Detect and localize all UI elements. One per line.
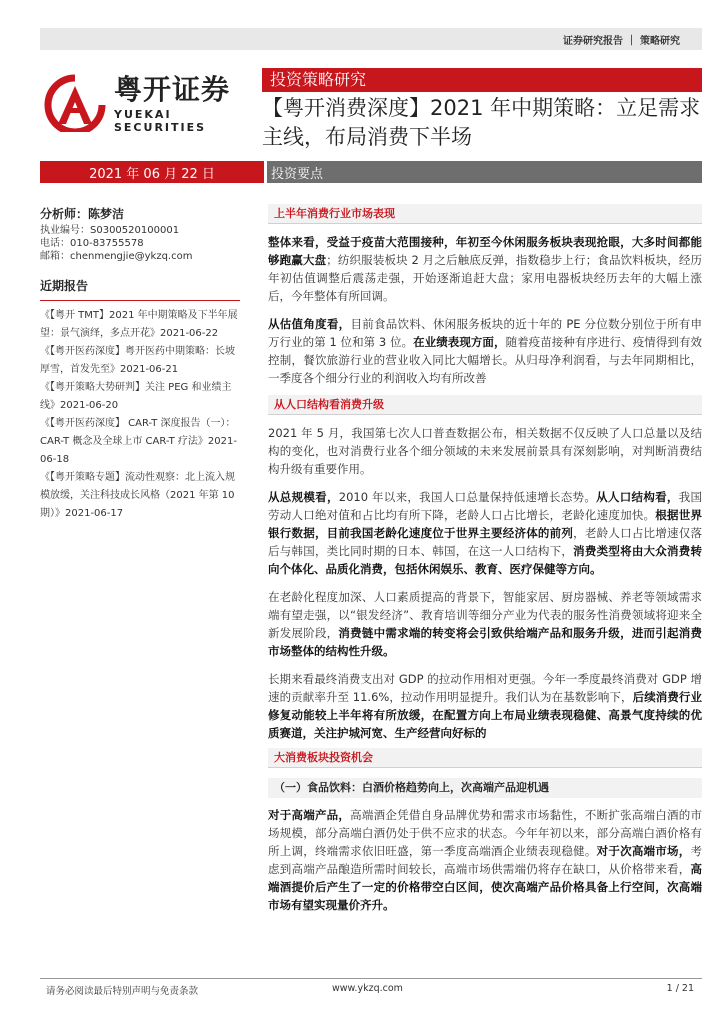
recent-report-item[interactable]: 《【粤开策略专题】流动性观察：北上流入规模放缓，关注科技成长风格（2021 年第 10 期）》2021-06-17 <box>40 472 235 519</box>
report-date: 2021 年 06 月 22 日 <box>89 167 215 182</box>
recent-report-item[interactable]: 《【粤开 TMT】2021 年中期策略及下半年展望：景气演绎，多点开花》2021-06-22 <box>40 310 238 339</box>
header-report-type: 证券研究报告 ｜ 策略研究 <box>563 36 680 47</box>
analyst-email[interactable]: 邮箱：chenmengjie@ykzq.com <box>40 251 193 262</box>
key-points-banner <box>267 161 702 183</box>
footer-page-number: 1 / 21 <box>666 983 694 994</box>
section-heading-population: 从人口结构看消费升级 <box>268 395 702 415</box>
paragraph: 2021 年 5 月，我国第七次人口普查数据公布，相关数据不仅反映了人口总量以及结构的变化，也对消费行业各个细分领域的未来发展前景具有深刻影响，对判断消费结构升级有重要作用。 <box>268 426 702 476</box>
paragraph: 对于高端产品，高端酒企凭借自身品牌优势和需求市场黏性，不断扩张高端白酒的市场规模，部分高端白酒仍处于供不应求的状态。今年年初以来，部分高端白酒价格有所上调，终端需求依旧旺盛，第一季度高端酒企业绩表现稳健。对于次高端市场，考虑到高端产品酿造所需时间较长，高端市场供需端仍将存在缺口，从价格带来看，高端酒提价后产生了一定的价格带空白区间，使次高端产品价格具备上行空间，次高端市场有望实现量价齐升。 <box>268 808 702 912</box>
sidebar <box>40 205 240 523</box>
analyst-phone: 电话：010-83755578 <box>40 238 144 249</box>
recent-report-item[interactable]: 《【粤开医药深度】 CAR-T 深度报告（一）：CAR-T 概念及全球上市 CAR-T 疗法》2021-06-18 <box>40 418 237 465</box>
footer-disclaimer[interactable]: 请务必阅读最后特别声明与免责条款 <box>46 986 199 997</box>
header-bar <box>40 28 702 50</box>
analyst-license: 执业编号：S0300520100001 <box>40 225 180 236</box>
paragraph: 在老龄化程度加深、人口素质提高的背景下，智能家居、厨房器械、养老等领域需求端有望走强，以“银发经济”、教育培训等细分产业为代表的服务性消费领域将迎来全新发展阶段，消费链中需求端的转变将会引致供给端产品和服务升级，进而引起消费市场整体的结构性升级。 <box>268 590 703 658</box>
category-banner <box>262 68 702 92</box>
analyst-name: 分析师：陈梦洁 <box>40 207 125 221</box>
logo-english-name: YUEKAI SECURITIES <box>114 108 207 134</box>
recent-report-item[interactable]: 《【粤开医药深度】粤开医药中期策略：长坡厚雪，首发先至》2021-06-21 <box>40 346 235 375</box>
footer-divider <box>40 978 702 979</box>
date-banner <box>40 161 264 183</box>
category-label: 投资策略研究 <box>270 70 367 89</box>
paragraph: 从总规模看，2010 年以来，我国人口总量保持低速增长态势。从人口结构看，我国劳动人口绝对值和占比均有所下降，老龄人口占比增长，老龄化速度加快。根据世界银行数据，目前我国老龄化速度位于世界主要经济体的前列，老龄人口占比增速仅落后与韩国，类比同时期的日本、韩国，在这一人口结构下，消费类型将由大众消费转向个体化、品质化消费，包括休闲娱乐、教育、医疗保健等方向。 <box>268 490 703 576</box>
yuekai-emblem-icon <box>44 74 106 132</box>
report-title: 【粤开消费深度】2021 年中期策略：立足需求主线，布局消费下半场 <box>262 96 701 149</box>
subsection-heading-food-beverage: （一）食品饮料：白酒价格趋势向上，次高端产品迎机遇 <box>268 778 702 798</box>
company-logo <box>40 74 250 134</box>
footer-website[interactable]: www.ykzq.com <box>332 983 403 994</box>
paragraph: 长期来看最终消费支出对 GDP 的拉动作用相对更强。今年一季度最终消费对 GDP 增速的贡献率升至 11.6%，拉动作用明显提升。我们认为在基数影响下，后续消费行业修复动能较上半年将有所放缓，在配置方向上布局业绩表现稳健、高景气度持续的优质赛道，关注护城河宽、生产经营向好标的 <box>268 672 703 740</box>
main-content <box>268 204 702 914</box>
recent-reports-heading: 近期报告 <box>40 277 240 301</box>
key-points-label: 投资要点 <box>271 167 324 182</box>
section-heading-market: 上半年消费行业市场表现 <box>268 204 702 224</box>
section-heading-opportunities: 大消费板块投资机会 <box>268 748 702 768</box>
logo-chinese-name: 粤开证券 <box>114 73 231 106</box>
paragraph: 整体来看，受益于疫苗大范围接种，年初至今休闲服务板块表现抢眼，大多时间都能够跑赢大盘；纺织服装板块 2 月之后触底反弹，指数稳步上行；食品饮料板块，经历年初估值调整后震荡走强，开始逐渐追赶大盘；家用电器板块经历去年的大幅上涨后，今年整体有所回调。 <box>268 235 703 303</box>
recent-report-item[interactable]: 《【粤开策略大势研判】关注 PEG 和业绩主线》2021-06-20 <box>40 382 232 411</box>
paragraph: 从估值角度看，目前食品饮料、休闲服务板块的近十年的 PE 分位数分别位于所有申万行业的第 1 位和第 3 位。在业绩表现方面，随着疫苗接种有序进行、疫情得到有效控制，餐饮旅游行业的营业收入同比大幅增长。从归母净利润看，与去年同期相比，一季度各个细分行业的利润收入均有所改善 <box>268 317 703 385</box>
